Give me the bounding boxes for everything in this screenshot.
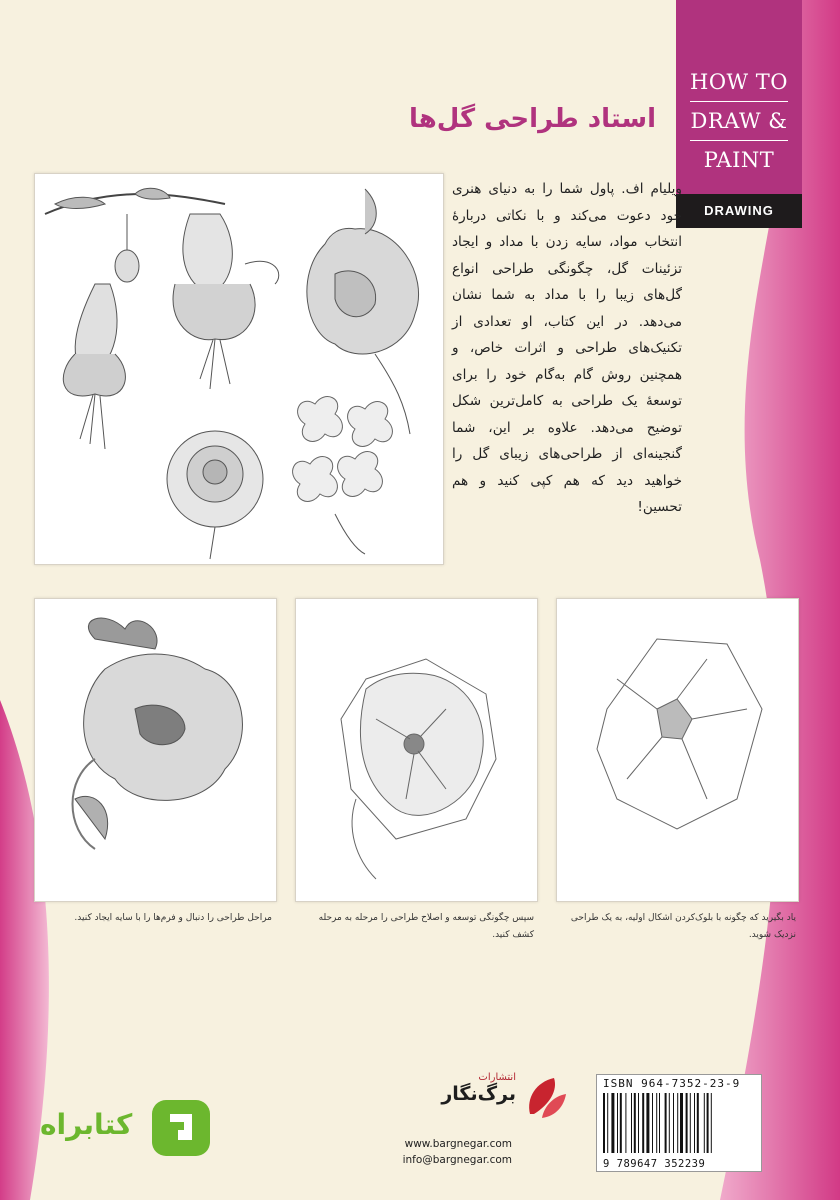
publisher-email[interactable]: info@bargnegar.com	[402, 1154, 512, 1166]
caption-middle: سپس چگونگی توسعه و اصلاح طراحی را مرحله به مرحله کشف کنید.	[318, 913, 534, 940]
shaded-flower-sketch	[35, 599, 276, 901]
block-shape-sketch	[557, 599, 798, 901]
publisher-name: برگ‌نگار	[441, 1083, 516, 1105]
developing-flower-sketch	[296, 599, 537, 901]
step-illustration-2	[295, 598, 538, 902]
book-title: استاد طراحی گل‌ها	[408, 104, 656, 134]
series-line-3: PAINT	[703, 148, 775, 172]
store-logo-icon	[152, 1100, 210, 1156]
book-description: ویلیام اف. پاول شما را به دنیای هنری خود دعوت می‌کند و با نکاتی دربارهٔ انتخاب مواد، سایه زدن با مداد و ایجاد تزئینات گل، چگونگی طراحی انواع گل‌های زیبا را با مداد به شما نشان می‌دهد. در این کتاب، او تعدادی از تکنیک‌های طراحی و اثرات خاص، و همچنین روش گام به‌گام خود را برای توسعهٔ یک طراحی به کامل‌ترین شکل توضیح می‌دهد. علاوه بر این، شما گنجینه‌ای از طراحی‌های زیبای گل را خواهید دید که هم کپی کنید و هم تحسین!	[452, 181, 682, 515]
caption-left: مراحل طراحی را دنبال و فرم‌ها را با سایه ایجاد کنید.	[74, 913, 272, 923]
publisher-contacts	[362, 1136, 512, 1168]
series-badge	[676, 0, 802, 228]
step-illustration-1	[556, 598, 799, 902]
step-illustration-3	[34, 598, 277, 902]
caption-right: یاد بگیرید که چگونه با بلوک‌کردن اشکال اولیه، به یک طراحی نزدیک شوید.	[570, 913, 796, 940]
series-line-2: DRAW &	[690, 102, 788, 141]
main-illustration	[34, 173, 444, 565]
series-tag: DRAWING	[676, 194, 802, 228]
series-line-1: HOW TO	[690, 63, 788, 102]
barcode-bars	[603, 1093, 755, 1153]
flowers-sketch	[35, 174, 443, 564]
publisher-label: انتشارات	[478, 1072, 516, 1083]
store-name: کتابراه	[40, 1108, 133, 1141]
publisher-logo-icon	[524, 1074, 568, 1122]
publisher-website[interactable]: www.bargnegar.com	[404, 1138, 512, 1150]
publisher-name-block	[366, 1072, 516, 1105]
barcode-digits: 9 789647 352239	[603, 1158, 706, 1170]
isbn-barcode	[596, 1074, 762, 1172]
isbn-text: ISBN 964-7352-23-9	[603, 1077, 741, 1090]
